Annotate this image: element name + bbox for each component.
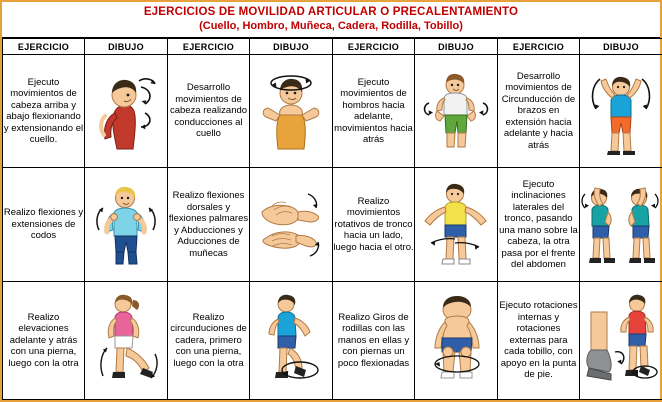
shoulder-forward-back-figure: [415, 55, 497, 167]
table-header: [3, 39, 662, 55]
drawing-cell-r3c4: [580, 281, 662, 399]
header-exercise-3: EJERCICIO: [333, 39, 415, 55]
exercise-text-r3c4: Ejecuto rotaciones internas y rotaciones externas para cada tobillo, con apoyo en la punta de pie.: [498, 281, 580, 399]
ankle-rotation-icon: [581, 292, 661, 388]
leg-swing-icon: [87, 292, 165, 388]
shoulder-forward-back-icon: [417, 71, 495, 151]
neck-flexion-extension-icon: [87, 71, 165, 151]
drawing-cell-r3c3: [415, 281, 498, 399]
hip-circumduction-icon: [252, 292, 330, 388]
exercise-table: [2, 38, 662, 400]
drawing-cell-r1c2: [250, 55, 333, 168]
arm-circumduction-icon: [582, 65, 660, 157]
exercise-text-r1c2: Desarrollo movimientos de cabeza realizando conducciones al cuello: [168, 55, 250, 168]
drawing-cell-r2c1: [85, 168, 168, 281]
trunk-rotation-figure: [415, 168, 497, 280]
header-exercise-2: EJERCICIO: [168, 39, 250, 55]
trunk-lateral-bend-figure: [580, 168, 662, 280]
knee-rotation-figure: [415, 282, 497, 399]
ankle-closeup: [587, 312, 624, 380]
drawing-cell-r3c2: [250, 281, 333, 399]
exercise-text-r2c2: Realizo flexiones dorsales y flexiones palmares y Abducciones y Aducciones de muñecas: [168, 168, 250, 281]
exercise-text-r1c3: Ejecuto movimientos de hombros hacia adelante, movimientos hacia atrás: [333, 55, 415, 168]
trunk-rotation-icon: [417, 181, 495, 269]
leg-swing-figure: [85, 282, 167, 399]
table-row: [3, 281, 662, 399]
page-title: EJERCICIOS DE MOVILIDAD ARTICULAR O PRECALENTAMIENTO: [143, 6, 519, 18]
drawing-cell-r1c1: [85, 55, 168, 168]
ankle-person: [621, 295, 657, 378]
drawing-cell-r2c2: [250, 168, 333, 281]
wrist-flexion-icon: [252, 182, 330, 268]
header-drawing-3: DIBUJO: [415, 39, 498, 55]
knee-rotation-icon: [417, 292, 495, 388]
elbow-flexion-extension-figure: [85, 168, 167, 280]
exercise-text-r1c4: Desarrollo movimientos de Circunducción de brazos en extensión hacia adelante y hacia atrás: [498, 55, 580, 168]
exercise-text-r2c1: Realizo flexiones y extensiones de codos: [3, 168, 85, 281]
exercise-text-r2c4: Ejecuto inclinaciones laterales del tronco, pasando una mano sobre la cabeza, la otra pasa por el frente del abdomen: [498, 168, 580, 281]
hip-circumduction-figure: [250, 282, 332, 399]
neck-circumduction-icon: [252, 71, 330, 151]
drawing-cell-r1c4: [580, 55, 662, 168]
ankle-rotation-figure: [580, 282, 662, 399]
header-drawing-2: DIBUJO: [250, 39, 333, 55]
neck-flexion-extension-figure: [85, 55, 167, 167]
title-block: [2, 2, 660, 38]
exercise-text-r3c3: Realizo Giros de rodillas con las manos en ellas y con piernas un poco flexionadas: [333, 281, 415, 399]
header-exercise-1: EJERCICIO: [3, 39, 85, 55]
header-row: [3, 39, 662, 55]
drawing-cell-r2c3: [415, 168, 498, 281]
table-row: [3, 55, 662, 168]
table-row: [3, 168, 662, 281]
exercise-text-r1c1: Ejecuto movimientos de cabeza arriba y abajo flexionando y extensionando el cuello.: [3, 55, 85, 168]
header-drawing-4: DIBUJO: [580, 39, 662, 55]
exercise-text-r3c2: Realizo circunduciones de cadera, primero con una pierna, luego con la otra: [168, 281, 250, 399]
drawing-cell-r2c4: [580, 168, 662, 281]
header-drawing-1: DIBUJO: [85, 39, 168, 55]
elbow-flexion-extension-icon: [87, 182, 165, 268]
drawing-cell-r1c3: [415, 55, 498, 168]
table-body: [3, 55, 662, 400]
page-subtitle: (Cuello, Hombro, Muñeca, Cadera, Rodilla, Tobillo): [199, 20, 463, 32]
wrist-flexion-figure: [250, 168, 332, 280]
drawing-cell-r3c1: [85, 281, 168, 399]
trunk-lateral-bend-icon: [581, 182, 661, 268]
neck-circumduction-figure: [250, 55, 332, 167]
exercise-text-r2c3: Realizo movimientos rotativos de tronco hacia un lado, luego hacia el otro.: [333, 168, 415, 281]
exercise-text-r3c1: Realizo elevaciones adelante y atrás con una pierna, luego con la otra: [3, 281, 85, 399]
arm-circumduction-figure: [580, 55, 662, 167]
header-exercise-4: EJERCICIO: [498, 39, 580, 55]
